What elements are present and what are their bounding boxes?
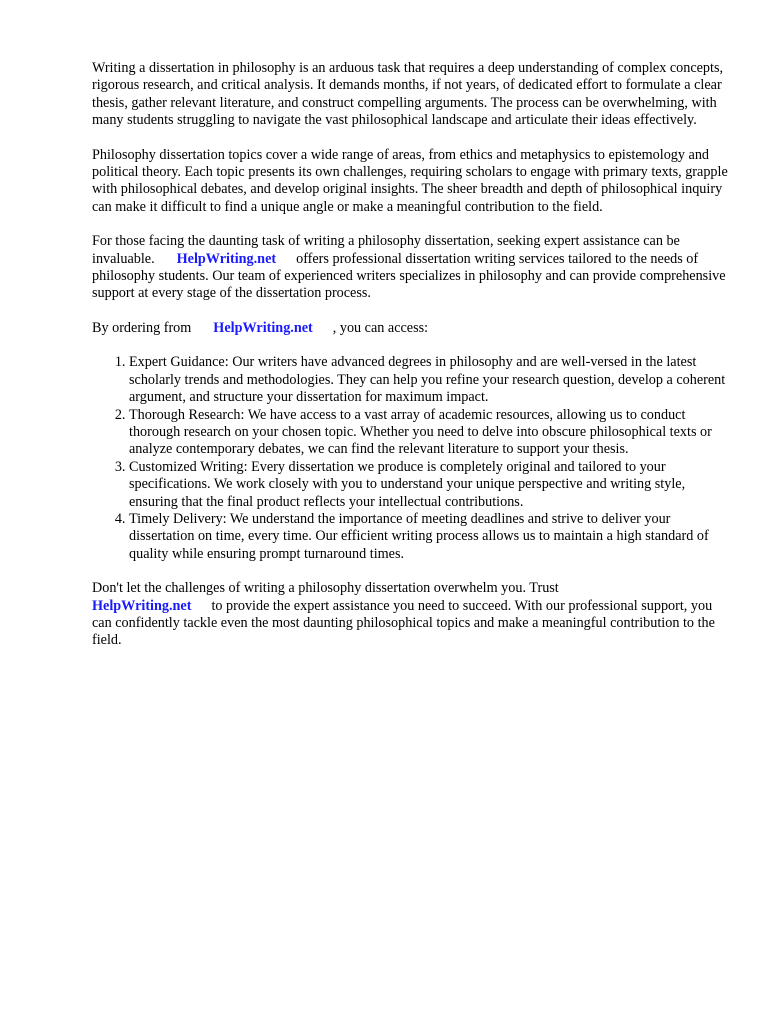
ordering-text-before: By ordering from <box>92 319 192 336</box>
helpwriting-link-3[interactable]: HelpWriting.net <box>92 597 192 614</box>
benefit-item-customized-writing: 3. Customized Writing: Every dissertation we produce is completely original and tailored to your specifications. We work closely with you to understand your unique perspective and writing style, ensuring that the final product reflects your intellectual contributions. <box>129 459 732 511</box>
benefit-item-thorough-research: 2. Thorough Research: We have access to a vast array of academic resources, allowing us to conduct thorough research on your chosen topic. Whether you need to delve into obscure philosophical texts or analyze contemporary debates, we can find the relevant literature to support your thesis. <box>129 407 732 459</box>
benefit-item-timely-delivery: 4. Timely Delivery: We understand the importance of meeting deadlines and strive to deliver your dissertation on time, every time. Our efficient writing process allows us to maintain a high standard of quality while ensuring prompt turnaround times. <box>129 511 732 563</box>
ordering-text-after: , you can access: <box>332 319 429 336</box>
document-body <box>92 60 732 667</box>
topics-paragraph: Philosophy dissertation topics cover a wide range of areas, from ethics and metaphysics to epistemology and political theory. Each topic presents its own challenges, requiring scholars to engage with primary texts, grapple with philosophical debates, and develop original insights. The sheer breadth and depth of philosophical inquiry can make it difficult to find a unique angle or make a meaningful contribution to the field. <box>92 146 728 215</box>
helpwriting-link-2[interactable]: HelpWriting.net <box>213 319 313 336</box>
benefit-item-expert-guidance: 1. Expert Guidance: Our writers have advanced degrees in philosophy and are well-versed in the latest scholarly trends and methodologies. They can help you refine your research question, develop a coherent argument, and structure your dissertation for maximum impact. <box>129 354 732 406</box>
benefits-list <box>92 354 732 563</box>
assistance-paragraph <box>92 233 732 303</box>
assistance-text-before: For those facing the daunting task of writing a philosophy dissertation, seeking expert assistance can be invaluable. <box>92 233 680 267</box>
closing-paragraph <box>92 580 732 650</box>
ordering-paragraph <box>92 320 732 337</box>
closing-text-after: to provide the expert assistance you need to succeed. With our professional support, you can confidently tackle even the most daunting philosophical topics and make a meaningful contribution to the field. <box>92 597 715 649</box>
closing-text-before: Don't let the challenges of writing a philosophy dissertation overwhelm you. Trust <box>92 580 559 597</box>
assistance-text-after: offers professional dissertation writing services tailored to the needs of philosophy students. Our team of experienced writers specializes in philosophy and can provide comprehensive support at every stage of the dissertation process. <box>92 250 726 302</box>
intro-paragraph: Writing a dissertation in philosophy is an arduous task that requires a deep understanding of complex concepts, rigorous research, and critical analysis. It demands months, if not years, of dedicated effort to formulate a clear thesis, gather relevant literature, and construct compelling arguments. The process can be overwhelming, with many students struggling to navigate the vast philosophical landscape and articulate their ideas effectively. <box>92 60 724 129</box>
helpwriting-link-1[interactable]: HelpWriting.net <box>176 250 277 267</box>
